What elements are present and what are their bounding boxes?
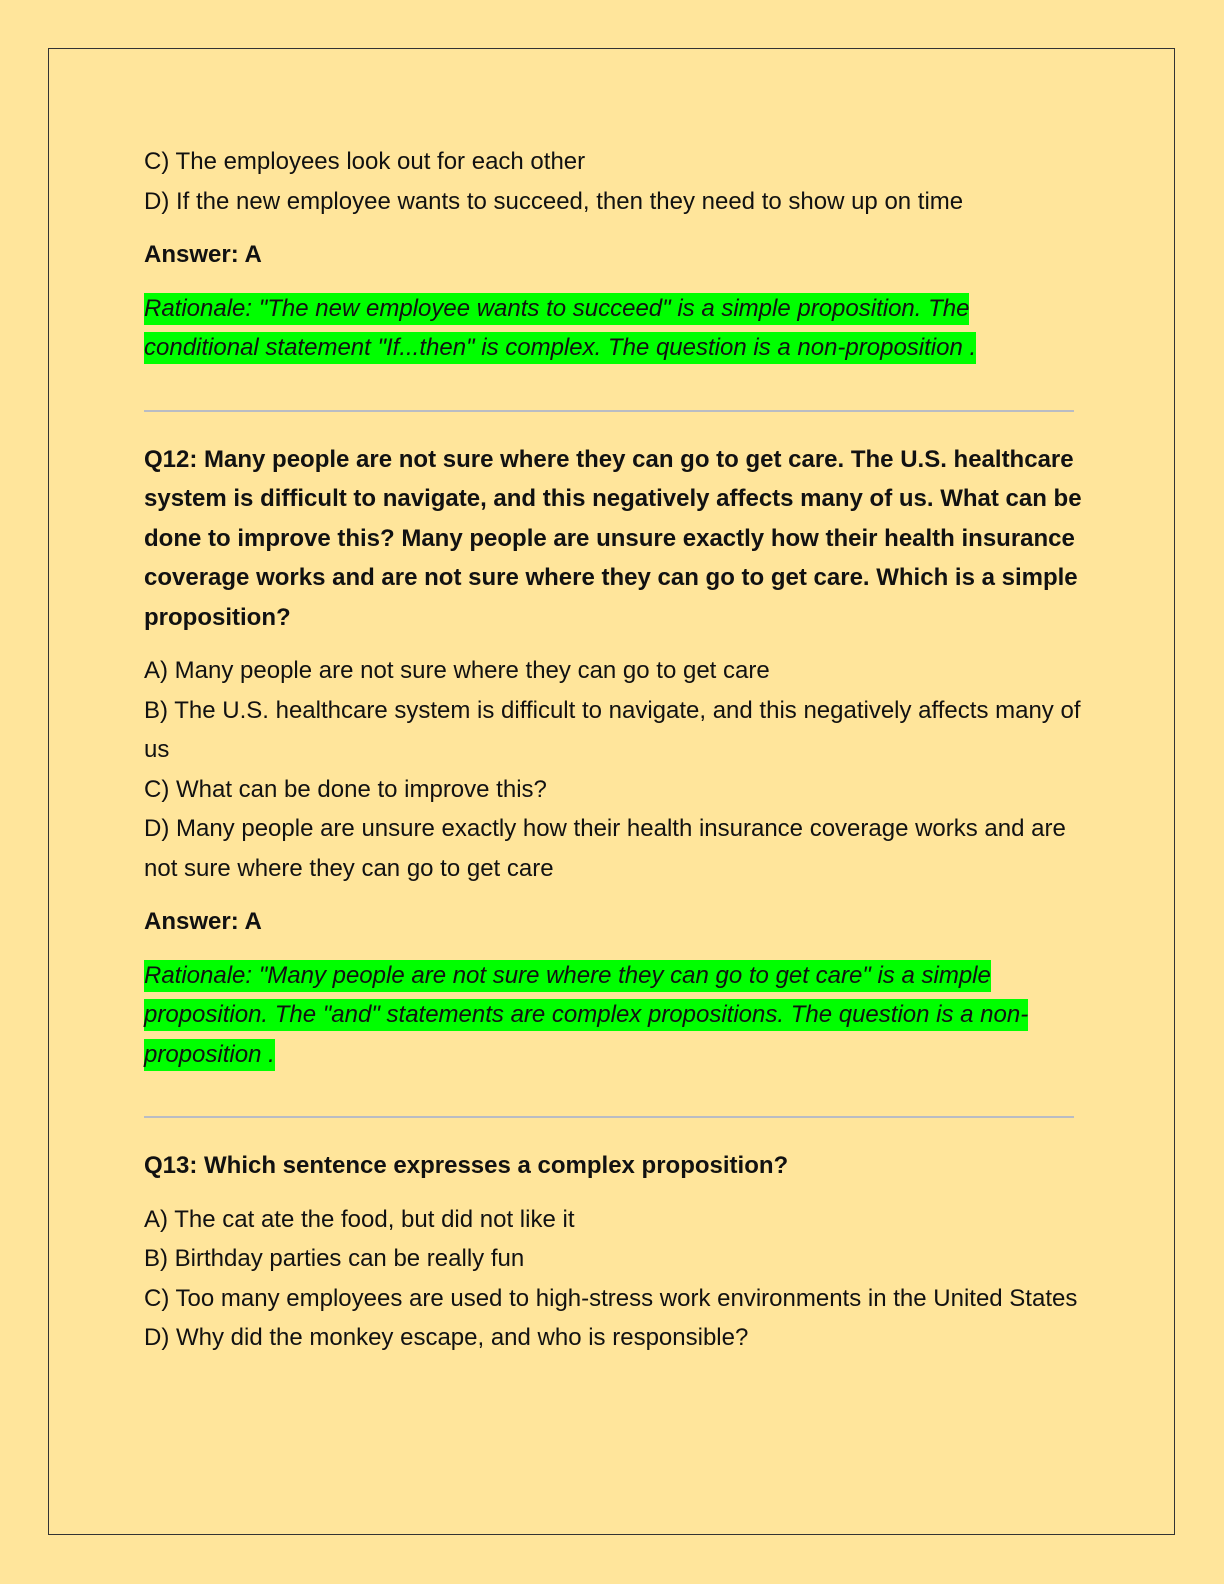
option-list [144, 651, 1084, 888]
rationale [144, 289, 1084, 368]
option-a: A) Many people are not sure where they can go to get care [144, 657, 770, 684]
separator [144, 1116, 1074, 1118]
option-c: C) What can be done to improve this? [144, 775, 547, 803]
answer: Answer: A [144, 241, 262, 268]
option-b: B) The U.S. healthcare system is difficult to navigate, and this negatively affects many of us [144, 696, 1081, 763]
answer: Answer: A [144, 908, 262, 935]
option-c: C) The employees look out for each other [144, 148, 586, 175]
option-d: D) Many people are unsure exactly how their health insurance coverage works and are not sure where they can go to get care [144, 815, 1066, 882]
option-c: C) Too many employees are used to high-stress work environments in the United States [144, 1284, 1078, 1312]
question-13 [144, 1146, 1084, 1358]
rationale-text: Rationale: "Many people are not sure where they can go to get care" is a simple proposition. The "and" statements are complex propositions. The question is a non-proposition . [144, 960, 1028, 1071]
question-text: Q12: Many people are not sure where they can go to get care. The U.S. healthcare system is difficult to navigate, and this negatively affects many of us. What can be done to improve this? Many people are unsure exactly how their health insurance coverage works and are not sure where they can go to get care. Which is a simple proposition? [144, 445, 1082, 631]
previous-question-tail [144, 142, 1084, 368]
separator [144, 410, 1074, 412]
option-d: D) Why did the monkey escape, and who is responsible? [144, 1324, 749, 1351]
option-b: B) Birthday parties can be really fun [144, 1245, 525, 1272]
option-list [144, 1200, 1084, 1358]
document-content [144, 142, 1084, 1358]
rationale-text: Rationale: "The new employee wants to succeed" is a simple proposition. The conditional statement "If...then" is complex. The question is a non-proposition . [144, 293, 976, 365]
option-d: D) If the new employee wants to succeed, then they need to show up on time [144, 187, 964, 215]
question-text: Q13: Which sentence expresses a complex proposition? [144, 1152, 789, 1179]
question-12 [144, 440, 1084, 1075]
rationale [144, 956, 1084, 1075]
option-a: A) The cat ate the food, but did not like it [144, 1205, 575, 1233]
